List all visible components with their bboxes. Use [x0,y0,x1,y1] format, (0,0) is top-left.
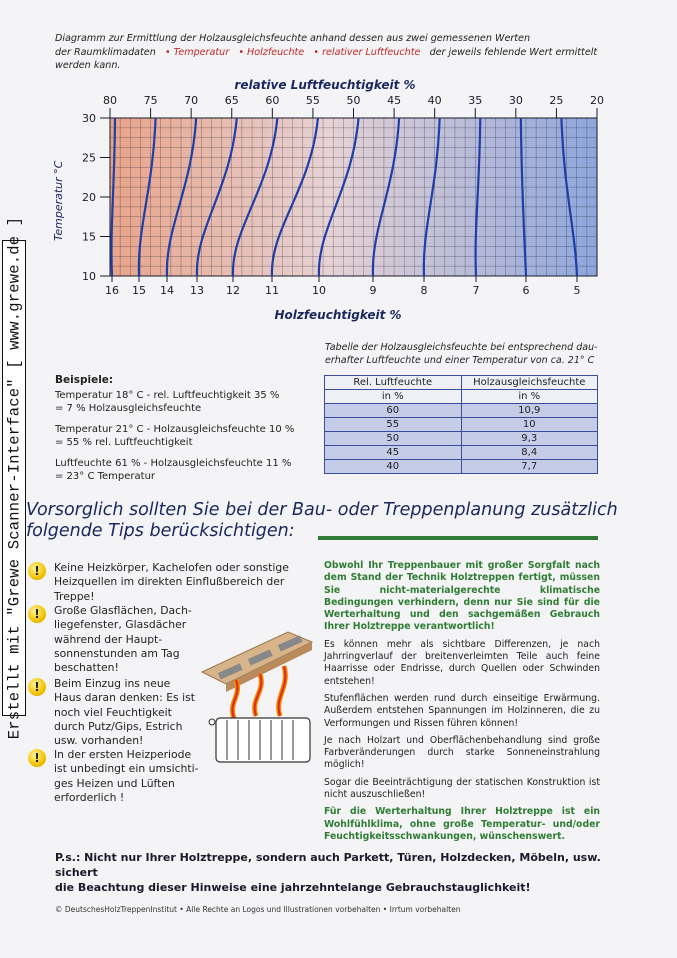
y-tick-label: 10 [82,270,96,283]
table-row [325,460,598,474]
advice-outro: Für die Werterhaltung Ihrer Holztreppe ist ein Wohlfühlklima, ohne große Temperatur- und/oder Feuchtigkeitsschwankungen, wünschenswert. [324,806,600,842]
bottom-tick-label: 16 [105,284,119,297]
table-cell: 10 [461,418,598,432]
example-line: Temperatur 18° C - rel. Luftfeuchtigkeit 35 % [55,390,280,401]
table-cell: 40 [325,460,462,474]
warning-icon: ! [28,749,46,767]
tip-line: ist unbedingt ein umsichti- [54,762,199,776]
table-unit-cell: in % [325,390,462,404]
chart-y-ticks [82,112,110,283]
stair-radiator-illustration [200,630,318,770]
table-row [325,432,598,446]
bottom-tick-label: 15 [132,284,146,297]
example-item [55,457,295,483]
intro-line-2-end: der jeweils fehlende Wert ermittelt [429,46,598,58]
scanner-watermark-label [2,216,26,740]
top-tick-label: 50 [346,94,361,107]
tip-line: usw. vorhanden! [54,734,144,748]
top-tick-label: 30 [508,94,523,107]
advice-paragraph: Sogar die Beeinträchtigung der statischen Konstruktion ist nicht auszuschließen! [324,776,600,801]
tip-line: In der ersten Heizperiode [54,748,192,761]
advice-intro: Obwohl Ihr Treppenbauer mit großer Sorgfalt nach dem Stand der Technik Holztreppen fertigt, müssen Sie nicht-materialgerechte klimatische Bedingungen verhindern, denn nur Sie sind für die Werterhaltung und den sachgemäßen Gebrauch Ihrer Holztreppe verantwortlich! [324,560,600,633]
postscript-line: P.s.: Nicht nur Ihrer Holztreppe, sondern auch Parkett, Türen, Holzdecken, Möbeln, usw. sichert [55,851,601,879]
examples-heading: Beispiele: [55,374,114,386]
heading-divider [318,536,598,540]
moisture-chart [40,76,610,326]
tip-line: noch viel Feuchtigkeit [54,705,172,719]
tip-line: Große Glasflächen, Dach- [54,604,192,617]
table-caption [325,342,605,367]
copyright-footer: © DeutschesHolzTreppenInstitut • Alle Rechte an Logos und Illustrationen vorbehalten • Irrtum vorbehalten [55,905,461,914]
examples-block [55,374,295,491]
postscript-line: die Beachtung dieser Hinweise eine jahrzehntelange Gebrauchstauglichkeit! [55,881,531,894]
bottom-tick-label: 12 [226,284,240,297]
table-cell: 7,7 [461,460,598,474]
example-result: = 7 % Holzausgleichsfeuchte [55,403,202,414]
warning-icon: ! [28,562,46,580]
intro-bullet-temperature: • Temperatur [164,46,230,58]
advice-paragraph: Je nach Holzart und Oberflächenbehandlung sind große Farbveränderungen durch starke Sonneneinstrahlung möglich! [324,734,600,771]
table-caption-line-1: Tabelle der Holzausgleichsfeuchte bei entsprechend dau- [325,342,598,353]
tip-line: während der Haupt- [54,632,163,646]
tip-text [54,748,199,805]
diagram-intro [55,32,615,73]
tip-line: liegefenster, Glasdächer [54,618,187,632]
table-cell: 55 [325,418,462,432]
chart-x-axis-title: Holzfeuchtigkeit % [274,308,402,322]
intro-bullet-rel-humidity: • relativer Luftfeuchte [313,46,421,58]
advice-paragraph: Es können mehr als sichtbare Differenzen, je nach Jahrringverlauf der breitenverleimten Teile auch feine Haarrisse oder Endrisse, durch Quellen oder Schwinden entstehen! [324,638,600,687]
intro-line-2-start: der Raumklimadaten [55,46,156,58]
example-result: = 55 % rel. Luftfeuchtigkeit [55,437,193,448]
stair-steps-image [202,632,312,692]
top-tick-label: 55 [305,94,320,107]
tip-line: ges Heizen und Lüften [54,776,175,790]
table-cell: 10,9 [461,404,598,418]
tips-heading-line-1: Vorsorglich sollten Sie bei der Bau- oder Treppenplanung zusätzlich [26,500,618,520]
table-unit-cell: in % [461,390,598,404]
table-cell: 9,3 [461,432,598,446]
table-cell: 60 [325,404,462,418]
tip-line: erforderlich ! [54,790,125,804]
intro-line-2 [55,46,615,60]
tip-line: beschatten! [54,661,119,675]
top-tick-label: 70 [184,94,199,107]
y-tick-label: 15 [82,230,96,244]
example-result: = 23° C Temperatur [55,471,156,482]
tip-text [54,604,192,675]
chart-top-ticks [103,94,604,118]
tip-line: sonnenstunden am Tag [54,646,180,660]
radiator-image [209,718,310,762]
intro-line-3: werden kann. [55,60,121,71]
chart-top-axis-title: relative Luftfeuchtigkeit % [234,78,416,92]
example-item [55,423,295,449]
table-header-cell: Rel. Luftfeuchte [325,376,462,390]
example-line: Luftfeuchte 61 % - Holzausgleichsfeuchte 11 % [55,458,292,469]
top-tick-label: 40 [427,94,442,107]
example-item [55,389,295,415]
top-tick-label: 65 [224,94,239,107]
top-tick-label: 80 [103,94,117,107]
table-cell: 45 [325,446,462,460]
tip-line: Haus daran denken: Es ist [54,691,195,705]
bottom-tick-label: 13 [190,284,204,297]
bottom-tick-label: 6 [522,284,530,297]
example-line: Temperatur 21° C - Holzausgleichsfeuchte 10 % [55,424,295,435]
equilibrium-moisture-table [324,375,598,474]
bottom-tick-label: 10 [312,284,326,297]
top-tick-label: 60 [265,94,280,107]
table-header-cell: Holzausgleichsfeuchte [461,376,598,390]
table-caption-line-2: erhafter Luftfeuchte und einer Temperatur von ca. 21° C [325,354,595,366]
scanner-watermark-text: Erstellt mit "Grewe Scanner-Interface" [ www.grewe.de ] [5,216,23,740]
table-cell: 50 [325,432,462,446]
intro-bullet-wood-moisture: • Holzfeuchte [238,46,305,58]
advice-column [324,560,600,848]
y-tick-label: 30 [82,112,96,125]
tip-item [28,561,293,607]
top-tick-label: 35 [468,94,483,107]
top-tick-label: 75 [143,94,158,107]
top-tick-label: 45 [387,94,402,107]
bottom-tick-label: 14 [160,284,174,297]
tip-line: Heizquellen im direkten Einflußbereich der [54,575,285,589]
table-row [325,404,598,418]
bottom-tick-label: 9 [369,284,377,297]
top-tick-label: 25 [549,94,564,107]
table-row [325,418,598,432]
top-tick-label: 20 [590,94,604,107]
tip-line: Keine Heizkörper, Kachelofen oder sonstige [54,561,289,574]
warning-icon: ! [28,678,46,696]
tip-text [54,677,195,748]
table-cell: 8,4 [461,446,598,460]
bottom-tick-label: 7 [472,284,480,297]
chart-y-axis-title: Temperatur °C [52,160,65,241]
tip-line: Treppe! [54,589,95,603]
warning-icon: ! [28,605,46,623]
y-tick-label: 20 [82,191,96,204]
tip-line: Beim Einzug ins neue [54,677,171,690]
bottom-tick-label: 8 [420,284,428,297]
tip-text [54,561,289,604]
intro-line-1: Diagramm zur Ermittlung der Holzausgleichsfeuchte anhand dessen aus zwei gemessenen Werten [55,33,531,44]
bottom-tick-label: 5 [573,284,581,297]
tip-line: durch Putz/Gips, Estrich [54,719,183,733]
y-tick-label: 25 [82,151,96,165]
bottom-tick-label: 11 [265,284,279,297]
postscript [55,850,615,895]
table-row [325,446,598,460]
table-unit-row [325,390,598,404]
tips-heading-line-2: folgende Tips berücksichtigen: [26,521,295,541]
advice-paragraph: Stufenflächen werden rund durch einseitige Erwärmung. Außerdem entstehen Spannungen im Holzinneren, die zu Verformungen und Rissen führen können! [324,692,600,729]
chart-bottom-ticks [105,276,581,297]
table-header-row [325,376,598,390]
